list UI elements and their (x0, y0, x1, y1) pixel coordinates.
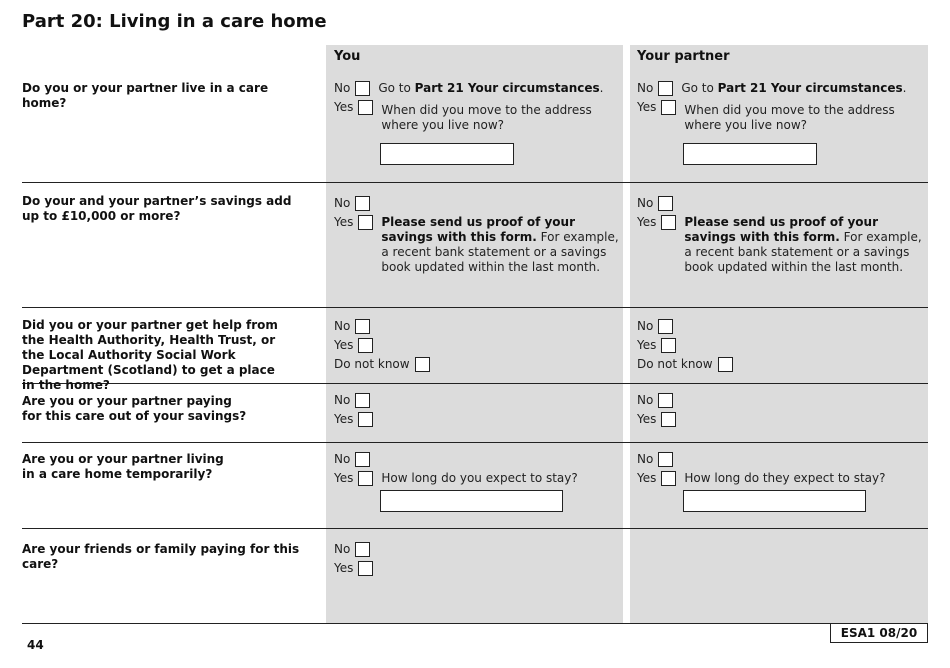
no-label: No (334, 81, 351, 95)
stay-length-prompt: How long do they expect to stay? (684, 471, 886, 485)
yes-checkbox[interactable] (661, 338, 676, 353)
row-divider (22, 623, 928, 624)
row-divider (22, 182, 928, 183)
yes-label: Yes (637, 215, 657, 229)
partner-answer-savings (637, 196, 927, 279)
yes-checkbox[interactable] (358, 412, 373, 427)
go-to-prefix: Go to (681, 81, 718, 95)
no-checkbox[interactable] (658, 452, 673, 467)
yes-label: Yes (637, 471, 657, 485)
stay-length-input[interactable] (683, 490, 866, 512)
yes-checkbox[interactable] (661, 215, 676, 230)
no-label: No (637, 319, 654, 333)
no-checkbox[interactable] (658, 319, 673, 334)
no-label: No (334, 319, 351, 333)
dont-know-label: Do not know (334, 357, 410, 371)
go-to-suffix: . (902, 81, 907, 95)
savings-proof-instruction: Please send us proof of your savings with this form. (381, 215, 575, 244)
partner-answer-temporary-stay (637, 452, 927, 512)
no-label: No (334, 393, 351, 407)
no-label: No (334, 542, 351, 556)
go-to-part: Part 21 Your circumstances (414, 81, 600, 95)
question-authority-help: Did you or your partner get help from the Health Authority, Health Trust, or the Local Authority Social Work Department (Scotland) to get a place in the home? (22, 318, 278, 392)
yes-checkbox[interactable] (358, 215, 373, 230)
go-to-suffix: . (599, 81, 604, 95)
yes-checkbox[interactable] (358, 561, 373, 576)
partner-answer-care-home (637, 81, 927, 165)
partner-answer-authority-help (637, 319, 927, 376)
question-paying-savings: Are you or your partner paying for this care out of your savings? (22, 394, 247, 423)
no-label: No (637, 81, 654, 95)
you-answer-care-home (334, 81, 624, 165)
no-checkbox[interactable] (355, 542, 370, 557)
no-label: No (334, 196, 351, 210)
question-temporary-stay: Are you or your partner living in a care home temporarily? (22, 452, 224, 481)
form-code: ESA1 08/20 (830, 623, 928, 643)
stay-length-prompt: How long do you expect to stay? (381, 471, 578, 485)
savings-proof-note (381, 215, 624, 275)
row-divider (22, 307, 928, 308)
savings-proof-instruction: Please send us proof of your savings with this form. (684, 215, 878, 244)
yes-label: Yes (334, 561, 354, 575)
move-date-prompt: When did you move to the address where you live now? (381, 103, 592, 132)
yes-label: Yes (637, 412, 657, 426)
you-answer-paying-savings (334, 393, 624, 431)
you-answer-temporary-stay (334, 452, 624, 512)
yes-checkbox[interactable] (661, 100, 676, 115)
no-label: No (334, 452, 351, 466)
you-answer-friends-family (334, 542, 624, 580)
page-number: 44 (27, 638, 44, 652)
page-title: Part 20: Living in a care home (22, 11, 327, 32)
no-checkbox[interactable] (355, 196, 370, 211)
yes-label: Yes (637, 338, 657, 352)
move-date-input[interactable] (683, 143, 817, 165)
move-date-prompt: When did you move to the address where you live now? (684, 103, 895, 132)
no-checkbox[interactable] (658, 393, 673, 408)
go-to-note (681, 81, 927, 96)
yes-label: Yes (334, 338, 354, 352)
no-checkbox[interactable] (355, 452, 370, 467)
partner-column-heading: Your partner (637, 49, 730, 64)
no-label: No (637, 196, 654, 210)
yes-checkbox[interactable] (358, 471, 373, 486)
you-column-heading: You (334, 49, 361, 64)
no-checkbox[interactable] (355, 393, 370, 408)
yes-label: Yes (334, 471, 354, 485)
question-savings: Do your and your partner’s savings add up to £10,000 or more? (22, 194, 292, 223)
savings-proof-example: For example, a recent bank statement or a savings book updated within the last month. (381, 230, 619, 274)
you-answer-savings (334, 196, 624, 279)
dont-know-checkbox[interactable] (415, 357, 430, 372)
no-checkbox[interactable] (355, 319, 370, 334)
you-answer-authority-help (334, 319, 624, 376)
yes-checkbox[interactable] (358, 338, 373, 353)
move-date-input[interactable] (380, 143, 514, 165)
yes-label: Yes (334, 215, 354, 229)
row-divider (22, 442, 928, 443)
go-to-prefix: Go to (378, 81, 415, 95)
question-care-home: Do you or your partner live in a care home? (22, 81, 269, 110)
row-divider (22, 528, 928, 529)
dont-know-label: Do not know (637, 357, 713, 371)
dont-know-checkbox[interactable] (718, 357, 733, 372)
yes-label: Yes (334, 412, 354, 426)
savings-proof-example: For example, a recent bank statement or a savings book updated within the last month. (684, 230, 922, 274)
no-label: No (637, 452, 654, 466)
stay-length-input[interactable] (380, 490, 563, 512)
yes-checkbox[interactable] (358, 100, 373, 115)
question-friends-family: Are your friends or family paying for this care? (22, 542, 300, 571)
yes-checkbox[interactable] (661, 412, 676, 427)
no-checkbox[interactable] (355, 81, 370, 96)
no-checkbox[interactable] (658, 81, 673, 96)
partner-answer-paying-savings (637, 393, 927, 431)
yes-checkbox[interactable] (661, 471, 676, 486)
go-to-part: Part 21 Your circumstances (717, 81, 903, 95)
no-checkbox[interactable] (658, 196, 673, 211)
go-to-note (378, 81, 624, 96)
no-label: No (637, 393, 654, 407)
yes-label: Yes (334, 100, 354, 114)
yes-label: Yes (637, 100, 657, 114)
savings-proof-note (684, 215, 927, 275)
